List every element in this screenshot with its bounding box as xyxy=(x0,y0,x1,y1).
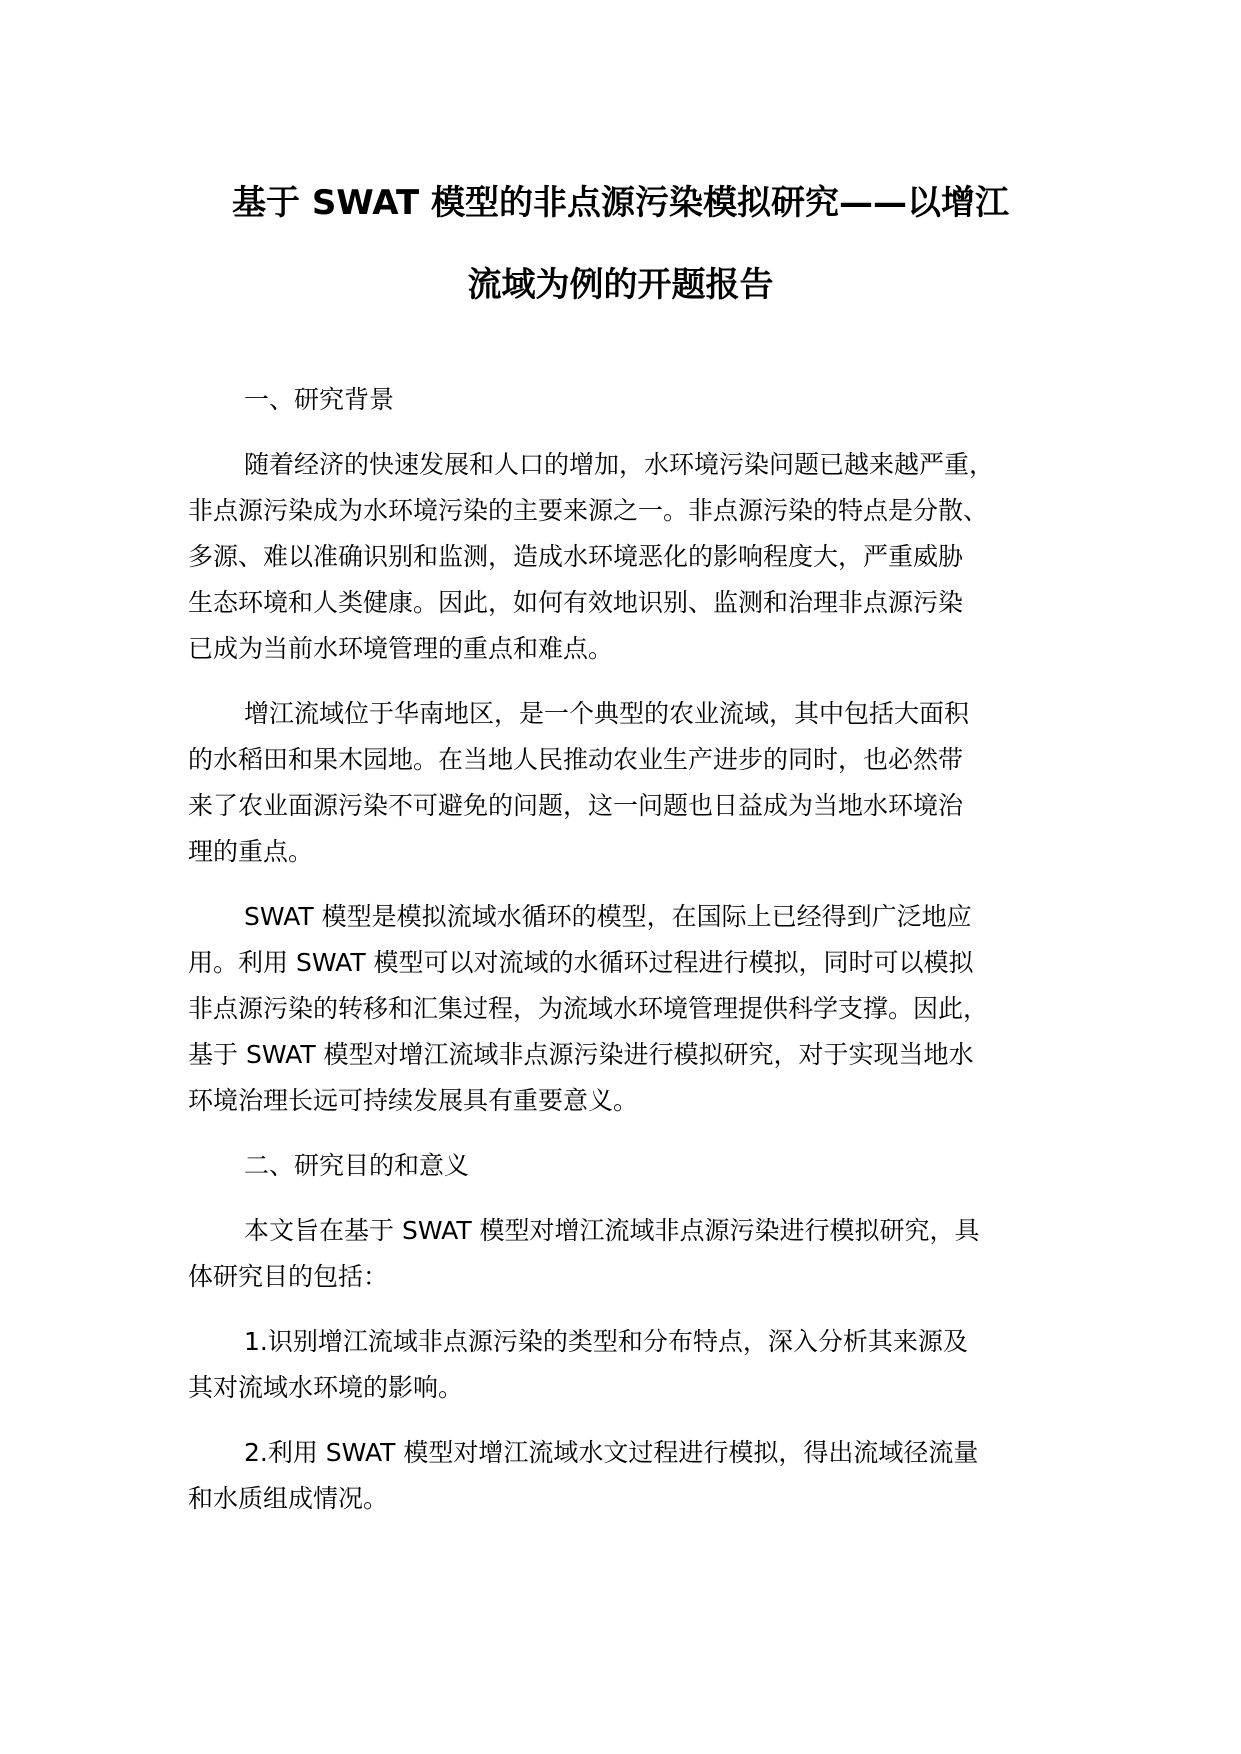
text-line: 其对流域水环境的影响。 xyxy=(188,1373,464,1402)
paragraph-background-3 xyxy=(188,894,1094,1124)
text-line: 已成为当前水环境管理的重点和难点。 xyxy=(188,634,614,663)
section-heading-purpose: 二、研究目的和意义 xyxy=(244,1151,470,1180)
text-line: 1.识别增江流域非点源污染的类型和分布特点，深入分析其来源及 xyxy=(244,1327,968,1356)
text-line: 本文旨在基于 SWAT 模型对增江流域非点源污染进行模拟研究，具 xyxy=(244,1216,980,1245)
text-line: 多源、难以准确识别和监测，造成水环境恶化的影响程度大，严重威胁 xyxy=(188,542,964,571)
text-line: 和水质组成情况。 xyxy=(188,1484,389,1513)
paragraph-purpose-1 xyxy=(188,1208,1094,1300)
document-title-line-1: 基于 SWAT 模型的非点源污染模拟研究——以增江 xyxy=(231,183,1009,223)
text-line: 2.利用 SWAT 模型对增江流域水文过程进行模拟，得出流域径流量 xyxy=(244,1438,979,1467)
document-body xyxy=(188,377,1094,1541)
text-line: 非点源污染成为水环境污染的主要来源之一。非点源污染的特点是分散、 xyxy=(188,496,989,525)
paragraph-background-1 xyxy=(188,442,1094,672)
text-line: 理的重点。 xyxy=(188,837,314,866)
text-line: 的水稻田和果木园地。在当地人民推动农业生产进步的同时，也必然带 xyxy=(188,745,964,774)
text-line: 生态环境和人类健康。因此，如何有效地识别、监测和治理非点源污染 xyxy=(188,588,964,617)
text-line: 非点源污染的转移和汇集过程，为流域水环境管理提供科学支撑。因此， xyxy=(188,994,989,1023)
list-item-purpose-2 xyxy=(188,1430,1094,1522)
text-line: 增江流域位于华南地区，是一个典型的农业流域，其中包括大面积 xyxy=(244,699,970,728)
section-heading-background: 一、研究背景 xyxy=(244,385,395,414)
text-line: 随着经济的快速发展和人口的增加，水环境污染问题已越来越严重， xyxy=(244,450,995,479)
text-line: 体研究目的包括： xyxy=(188,1262,389,1291)
text-line: SWAT 模型是模拟流域水循环的模型，在国际上已经得到广泛地应 xyxy=(244,902,972,931)
document-title-line-2: 流域为例的开题报告 xyxy=(467,265,774,305)
list-item-purpose-1 xyxy=(188,1319,1094,1411)
text-line: 环境治理长远可持续发展具有重要意义。 xyxy=(188,1086,639,1115)
text-line: 用。利用 SWAT 模型可以对流域的水循环过程进行模拟，同时可以模拟 xyxy=(188,948,974,977)
text-line: 来了农业面源污染不可避免的问题，这一问题也日益成为当地水环境治 xyxy=(188,791,964,820)
text-line: 基于 SWAT 模型对增江流域非点源污染进行模拟研究，对于实现当地水 xyxy=(188,1040,974,1069)
paragraph-background-2 xyxy=(188,691,1094,875)
